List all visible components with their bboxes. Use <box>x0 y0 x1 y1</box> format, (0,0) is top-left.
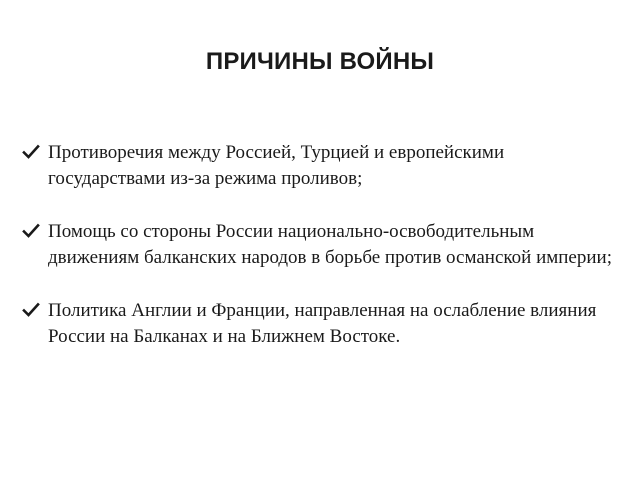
list-item <box>22 298 618 350</box>
list-item-text: Помощь со стороны России национально-освободительным движениям балканских народов в борьбе против османской империи; <box>48 221 612 268</box>
list-item-text: Противоречия между Россией, Турцией и европейскими государствами из-за режима проливов; <box>48 142 505 189</box>
checkmark-icon <box>22 301 40 319</box>
bullet-list <box>22 140 618 377</box>
list-item-text: Политика Англии и Франции, направленная на ослабление влияния России на Балканах и на Ближнем Востоке. <box>48 300 597 347</box>
list-item <box>22 219 618 271</box>
checkmark-icon <box>22 222 40 240</box>
list-item <box>22 140 618 192</box>
checkmark-icon <box>22 143 40 161</box>
slide-title: ПРИЧИНЫ ВОЙНЫ <box>205 48 435 75</box>
